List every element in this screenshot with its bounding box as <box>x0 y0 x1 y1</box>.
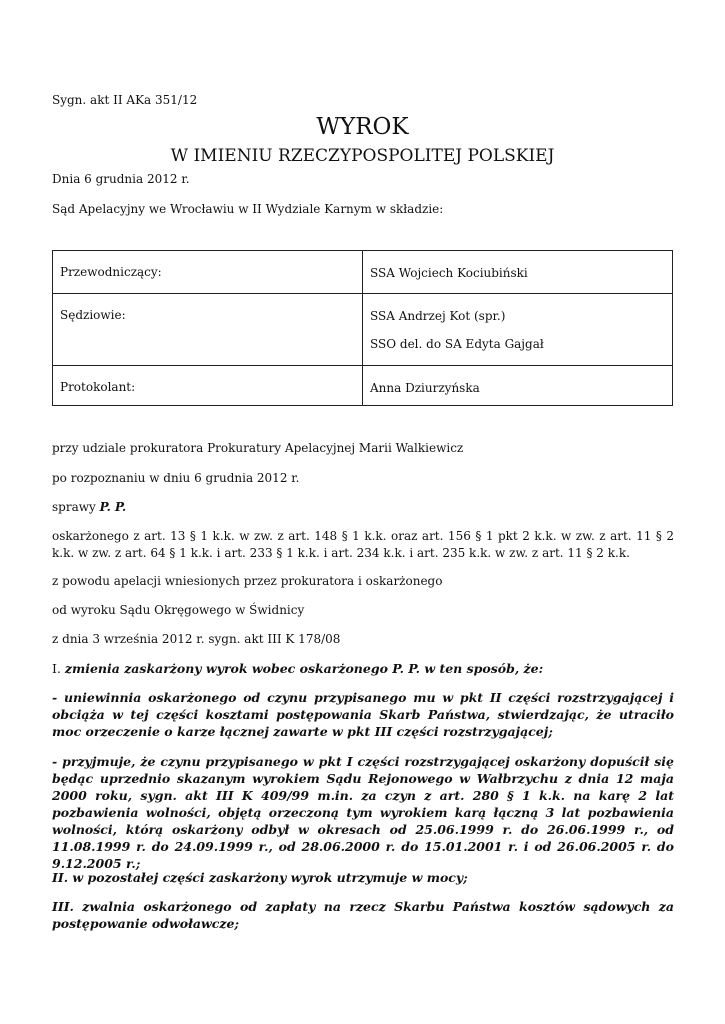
ruling-point-1 <box>52 660 674 677</box>
document-title: WYROK <box>316 114 409 140</box>
court-panel-table <box>52 250 673 406</box>
lower-court-line: od wyroku Sądu Okręgowego w Świdnicy <box>52 603 305 617</box>
panel-name: SSA Andrzej Kot (spr.) <box>370 309 506 323</box>
panel-role-cell <box>53 251 363 294</box>
hearing-line: po rozpoznaniu w dniu 6 grudnia 2012 r. <box>52 471 300 485</box>
panel-role-cell <box>53 366 363 406</box>
panel-row-presiding <box>53 251 673 294</box>
ruling-point-1-text: zmienia zaskarżony wyrok wobec oskarżonego P. P. w ten sposób, że: <box>64 661 544 676</box>
panel-role: Sędziowie: <box>60 308 126 322</box>
panel-name: SSA Wojciech Kociubiński <box>370 266 528 280</box>
ruling-point-1-number: I. <box>52 661 65 676</box>
panel-names-cell <box>363 251 673 294</box>
ruling-point-3: III. zwalnia oskarżonego od zapłaty na rzecz Skarbu Państwa kosztów sądowych za postępowanie odwoławcze; <box>52 899 674 931</box>
panel-role-cell <box>53 294 363 366</box>
ruling-recidivism-paragraph: - przyjmuje, że czynu przypisanego w pkt I części rozstrzygającej oskarżony dopuścił się będąc uprzednio skazanym wyrokiem Sądu Rejonowego w Wałbrzychu z dnia 12 maja 2000 roku, sygn. akt III K 409/99 m.in. za czyn z art. 280 § 1 k.k. na karę 2 lat pozbawienia wolności, objętą orzeczoną tym wyrokiem karą łączną 3 lat pozbawienia wolności, którą oskarżony odbył w okresach od 25.06.1999 r. do 26.06.1999 r., od 11.08.1999 r. do 24.09.1999 r., od 28.06.2000 r. do 15.01.2001 r. i od 26.06.2005 r. do 9.12.2005 r.; <box>52 754 674 871</box>
panel-role: Przewodniczący: <box>60 265 162 279</box>
panel-row-clerk <box>53 366 673 406</box>
ruling-acquittal-paragraph: - uniewinnia oskarżonego od czynu przypisanego mu w pkt II części rozstrzygającej i obciąża w tej części kosztami postępowania Skarb Państwa, stwierdzając, że utraciło moc orzeczenie o karze łącznej zawarte w pkt III części rozstrzygającej; <box>52 690 674 739</box>
panel-names-cell <box>363 294 673 366</box>
appeals-line: z powodu apelacji wniesionych przez prokuratora i oskarżonego <box>52 574 443 588</box>
prosecutor-line: przy udziale prokuratora Prokuratury Apelacyjnej Marii Walkiewicz <box>52 441 464 455</box>
panel-role: Protokolant: <box>60 380 136 394</box>
defendant-name: P. P. <box>99 500 127 514</box>
judgment-date: Dnia 6 grudnia 2012 r. <box>52 172 190 186</box>
charges-paragraph: oskarżonego z art. 13 § 1 k.k. w zw. z art. 148 § 1 k.k. oraz art. 156 § 1 pkt 2 k.k. w zw. z art. 11 § 2 k.k. w zw. z art. 64 § 1 k.k. i art. 233 § 1 k.k. i art. 234 k.k. i art. 235 k.k. w zw. z art. 11 § 2 k.k. <box>52 529 674 560</box>
panel-name: SSO del. do SA Edyta Gajgał <box>370 337 544 351</box>
court-composition-intro: Sąd Apelacyjny we Wrocławiu w II Wydziale Karnym w składzie: <box>52 202 444 216</box>
panel-name: Anna Dziurzyńska <box>370 381 480 395</box>
case-prefix: sprawy <box>52 500 100 514</box>
panel-row-judges <box>53 294 673 366</box>
panel-names-cell <box>363 366 673 406</box>
ruling-point-2: II. w pozostałej części zaskarżony wyrok utrzymuje w mocy; <box>52 870 468 885</box>
case-reference: Sygn. akt II AKa 351/12 <box>52 93 198 107</box>
document-subtitle: W IMIENIU RZECZYPOSPOLITEJ POLSKIEJ <box>170 146 555 166</box>
lower-court-date-line: z dnia 3 września 2012 r. sygn. akt III K 178/08 <box>52 632 341 646</box>
case-line <box>52 499 674 516</box>
